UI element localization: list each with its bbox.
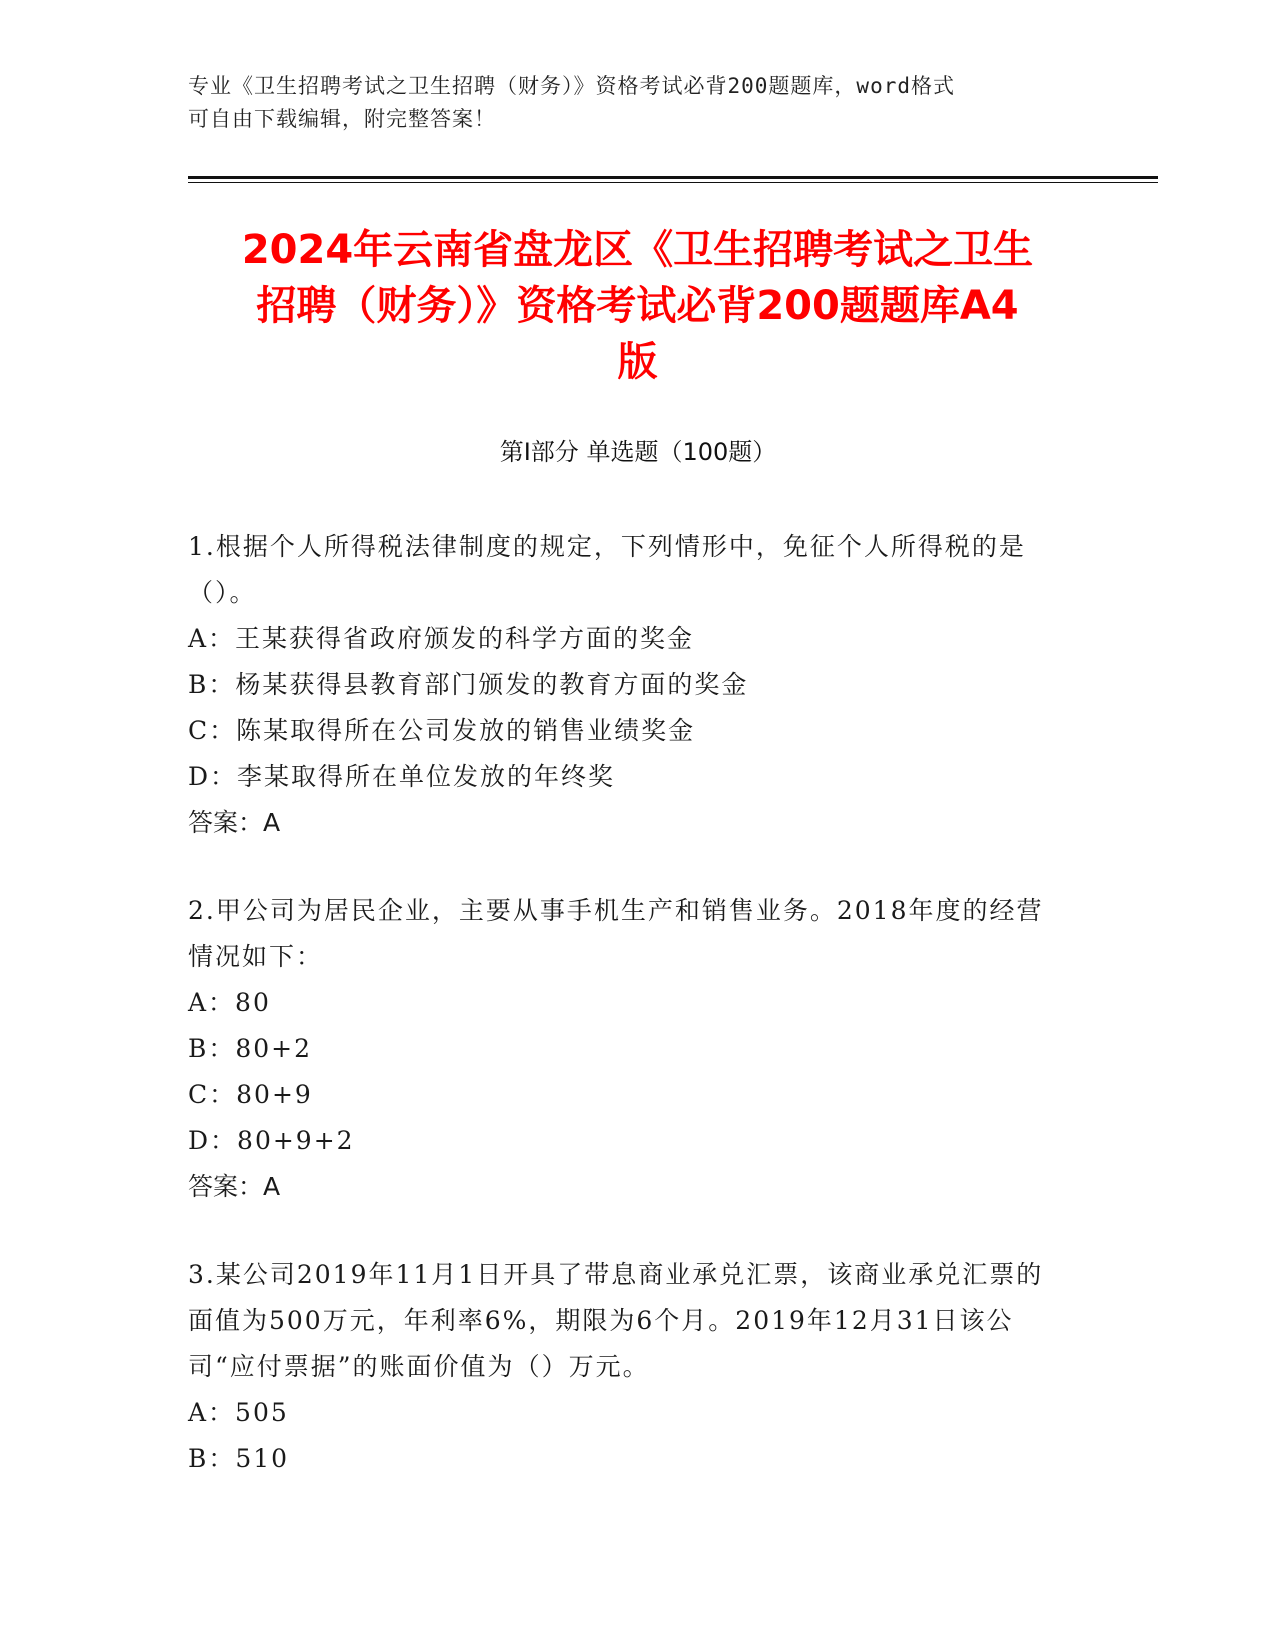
option-a: A：王某获得省政府颁发的科学方面的奖金 — [188, 624, 695, 653]
document-title — [175, 222, 1100, 390]
answer: 答案：A — [188, 1172, 281, 1201]
document-title-line-1: 2024年云南省盘龙区《卫生招聘考试之卫生 — [241, 227, 1034, 273]
header-divider-thick — [188, 176, 1158, 179]
option-a: A：505 — [188, 1398, 289, 1427]
section-title: 第I部分 单选题（100题） — [499, 438, 777, 466]
document-title-line-3: 版 — [617, 339, 658, 385]
question-2 — [188, 888, 1068, 1210]
question-stem: 2.甲公司为居民企业，主要从事手机生产和销售业务。2018年度的经营情况如下： — [188, 896, 1044, 971]
header-note — [188, 70, 1068, 136]
option-b: B：80+2 — [188, 1034, 313, 1063]
header-divider-thin — [188, 182, 1158, 183]
option-c: C：80+9 — [188, 1080, 313, 1109]
option-d: D：80+9+2 — [188, 1126, 355, 1155]
option-c: C：陈某取得所在公司发放的销售业绩奖金 — [188, 716, 696, 745]
question-stem: 3.某公司2019年11月1日开具了带息商业承兑汇票，该商业承兑汇票的面值为500万元，年利率6%，期限为6个月。2019年12月31日该公司“应付票据”的账面价值为（）万元。 — [188, 1260, 1044, 1381]
document-title-line-2: 招聘（财务）》资格考试必背200题题库A4 — [256, 283, 1019, 329]
question-1 — [188, 524, 1068, 846]
option-a: A：80 — [188, 988, 271, 1017]
answer: 答案：A — [188, 808, 281, 837]
question-list — [188, 524, 1068, 1524]
header-note-line-2: 可自由下载编辑，附完整答案！ — [188, 107, 496, 131]
option-b: B：杨某获得县教育部门颁发的教育方面的奖金 — [188, 670, 749, 699]
option-b: B：510 — [188, 1444, 290, 1473]
header-note-line-1: 专业《卫生招聘考试之卫生招聘（财务）》资格考试必背200题题库，word格式 — [188, 74, 955, 98]
option-d: D：李某取得所在单位发放的年终奖 — [188, 762, 616, 791]
question-stem: 1.根据个人所得税法律制度的规定，下列情形中，免征个人所得税的是（）。 — [188, 532, 1026, 607]
question-3 — [188, 1252, 1068, 1482]
